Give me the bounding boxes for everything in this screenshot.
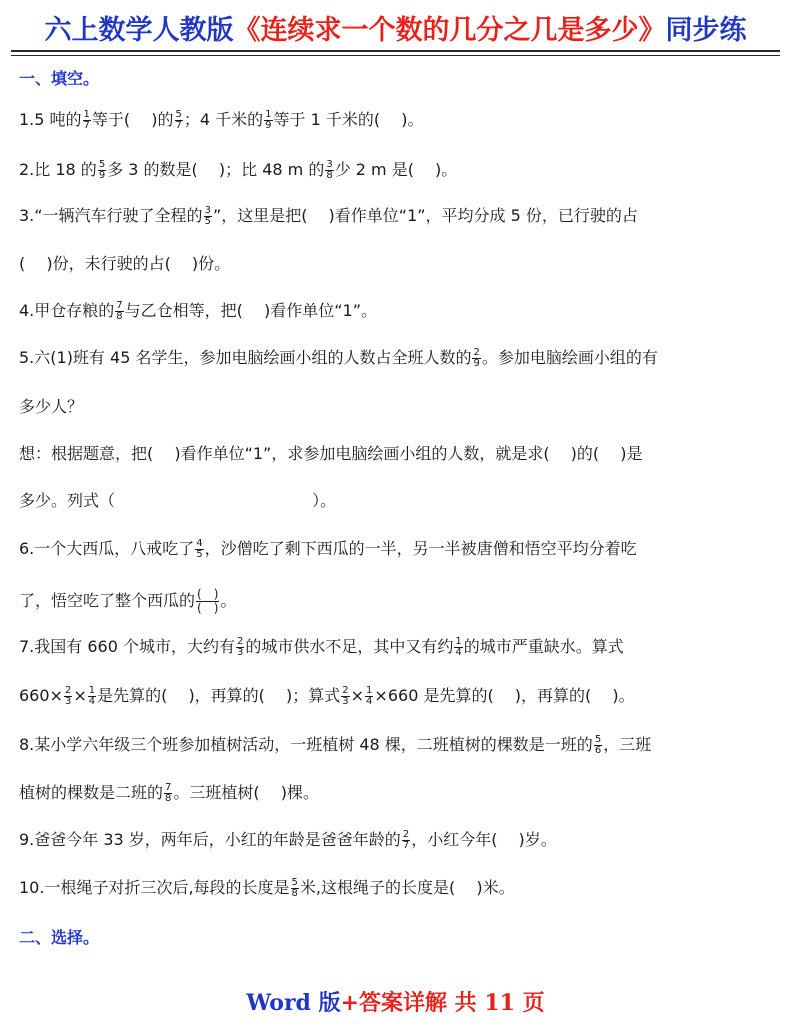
title-divider [11,50,780,52]
fraction: $\frac{1}{9}$ [265,109,272,131]
fraction: $\frac{2}{3}$ [342,685,349,707]
question-8: 8.某小学六年级三个班参加植树活动，一班植树 48 棵，二班植树的棵数是一班的 $\frac{5}{6}$ ，三班 [19,734,652,756]
question-2: 2.比 18 的 $\frac{5}{9}$ 多 3 的数是( )；比 48 m 的 $\frac{3}{8}$ 少 2 m 是( )。 [19,159,458,181]
fraction: $\frac{2}{7}$ [402,829,410,851]
title-suffix: 同步练 [665,15,747,46]
question-5: 5.六(1)班有 45 名学生，参加电脑绘画小组的人数占全班人数的 $\frac{2}{9}$ 。参加电脑绘画小组的有 [19,347,658,369]
fraction: $\frac{3}{5}$ [204,205,211,227]
question-4: 4.甲仓存粮的 $\frac{7}{8}$ 与乙仓相等，把( )看作单位“1”。 [19,300,377,322]
question-3-line-2: ( )份，未行驶的占( )份。 [19,254,231,273]
title-grade: 六上数学人教版 [44,15,234,46]
fraction: $\frac{5}{6}$ [594,734,602,756]
fraction: $\frac{2}{3}$ [236,636,244,658]
fraction: $\frac{1}{4}$ [455,636,462,658]
fraction: $\frac{5}{7}$ [175,109,182,131]
footer-note [0,986,791,1017]
question-5-formula: 多少。列式（ ）。 [19,491,337,510]
fraction: $\frac{5}{9}$ [98,159,106,181]
question-6-line-2: 了，悟空吃了整个西瓜的 $\frac{( )}{( )}$ 。 [19,587,237,615]
fraction: $\frac{3}{8}$ [326,159,333,181]
answer-fraction: $\frac{( )}{( )}$ [197,587,219,615]
question-7: 7.我国有 660 个城市，大约有 $\frac{2}{3}$ 的城市供水不足，其中又有约 $\frac{1}{4}$ 的城市严重缺水。算式 [19,636,624,658]
title-divider-thin [11,55,780,56]
question-6: 6.一个大西瓜，八戒吃了 $\frac{4}{5}$ ，沙僧吃了剩下西瓜的一半，另一半被唐僧和悟空平均分着吃 [19,538,637,560]
footer-answer-pages: +答案详解 共 11 页 [340,990,545,1016]
question-3: 3.“一辆汽车行驶了全程的 $\frac{3}{5}$ ”，这里是把( )看作单位“1”，平均分成 5 份，已行驶的占 [19,205,638,227]
question-7-line-2: 660× $\frac{2}{3}$ × $\frac{1}{4}$ 是先算的( )，再算的( )；算式 $\frac{2}{3}$ × $\frac{1}{4}$ ×660 是先算的( )，再算的( )。 [19,685,635,707]
fraction: $\frac{1}{7}$ [83,109,90,131]
section-heading-choice: 二、选择。 [19,928,100,947]
question-8-line-2: 植树的棵数是二班的 $\frac{7}{8}$ 。三班植树( )棵。 [19,782,319,804]
page-title [0,8,791,47]
question-9: 9.爸爸今年 33 岁，两年后，小红的年龄是爸爸年龄的 $\frac{2}{7}$ ，小红今年( )岁。 [19,829,557,851]
section-heading-fill: 一、填空。 [19,69,100,88]
fraction: $\frac{2}{3}$ [64,685,72,707]
fraction: $\frac{4}{5}$ [196,538,203,560]
question-10: 10.一根绳子对折三次后,每段的长度是 $\frac{5}{8}$ 米,这根绳子的长度是( )米。 [19,877,515,899]
question-5-hint: 想：根据题意，把( )看作单位“1”，求参加电脑绘画小组的人数，就是求( )的( )是 [19,444,643,463]
fraction: $\frac{2}{9}$ [473,347,480,369]
footer-word-version: Word 版 [246,990,341,1016]
question-5-line-2: 多少人？ [19,397,84,416]
fraction: $\frac{1}{4}$ [88,685,96,707]
fraction: $\frac{7}{8}$ [116,300,123,322]
fraction: $\frac{7}{8}$ [165,782,172,804]
title-topic: 《连续求一个数的几分之几是多少》 [233,15,666,46]
question-1: 1.5 吨的 $\frac{1}{7}$ 等于( )的 $\frac{5}{7}$ ；4 千米的 $\frac{1}{9}$ 等于 1 千米的( )。 [19,109,424,131]
fraction: $\frac{5}{8}$ [291,877,298,899]
fraction: $\frac{1}{4}$ [366,685,373,707]
